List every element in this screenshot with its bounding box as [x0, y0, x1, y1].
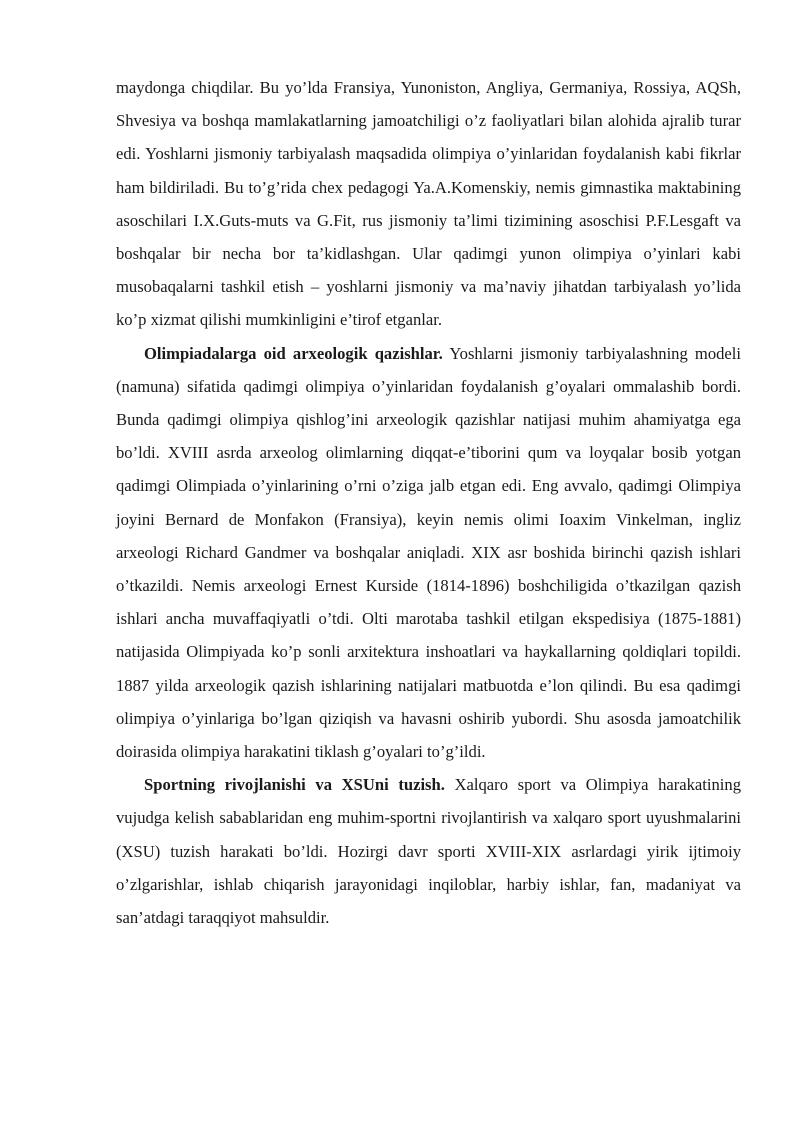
- paragraph-text: maydonga chiqdilar. Bu yo’lda Fransiya, Yunoniston, Angliya, Germaniya, Rossiya, AQSh, Shvesiya va boshqa mamlakatlarning jamoatchiligi o’z faoliyatlari bilan alohida ajralib turar edi. Yoshlarni jismoniy tarbiyalash maqsadida olimpiya o’yinlaridan foydalanish kabi fikrlar ham bildiriladi. Bu to’g’rida chex pedagogi Ya.A.Komenskiy, nemis gimnastika maktabining asoschilari I.X.Guts-muts va G.Fit, rus jismoniy ta’limi tizimining asoschisi P.F.Lesgaft va boshqalar bir necha bor ta’kidlashgan. Ular qadimgi yunon olimpiya o’yinlari kabi musobaqalarni tashkil etish – yoshlarni jismoniy va ma’naviy jihatdan tarbiyalash yo’lida ko’p xizmat qilishi mumkinligini e’tirof etganlar.: [116, 78, 741, 330]
- paragraph-archaeology: [116, 337, 741, 769]
- paragraph-text: Yoshlarni jismoniy tarbiyalashning modeli (namuna) sifatida qadimgi olimpiya o’yinlaridan foydalanish g’oyalari ommalashib bordi. Bunda qadimgi olimpiya qishlog’ini arxeologik qazishlar natijasi muhim ahamiyatga ega bo’ldi. XVIII asrda arxeolog olimlarning diqqat-e’tiborini qum va loyqalar bosib yotgan qadimgi Olimpiada o’yinlarining o’rni o’ziga jalb etgan edi. Eng avvalo, qadimgi Olimpiya joyini Bernard de Monfakon (Fransiya), keyin nemis olimi Ioaxim Vinkelman, ingliz arxeologi Richard Gandmer va boshqalar aniqladi. XIX asr boshida birinchi qazish ishlari o’tkazildi. Nemis arxeologi Ernest Kurside (1814-1896) boshchiligida o’tkazilgan qazish ishlari ancha muvaffaqiyatli o’tdi. Olti marotaba tashkil etilgan ekspedisiya (1875-1881) natijasida Olimpiyada ko’p sonli arxitektura inshoatlari va haykallarning qoldiqlari topildi. 1887 yilda arxeologik qazish ishlarining natijalari matbuotda e’lon qilindi. Bu esa qadimgi olimpiya o’yinlariga bo’lgan qiziqish va havasni oshirib yubordi. Shu asosda jamoatchilik doirasida olimpiya harakatini tiklash g’oyalari to’g’ildi.: [116, 343, 742, 762]
- section-heading-archaeology: Olimpiadalarga oid arxeologik qazishlar.: [144, 343, 443, 363]
- paragraph-sport-development: [116, 768, 741, 934]
- section-heading-sport-development: Sportning rivojlanishi va XSUni tuzish.: [144, 775, 445, 795]
- document-page: [116, 71, 741, 934]
- paragraph-text: Xalqaro sport va Olimpiya harakatining vujudga kelish sabablaridan eng muhim-sportni rivojlantirish va xalqaro sport uyushmalarini (XSU) tuzish harakati bo’ldi. Hozirgi davr sporti XVIII-XIX asrlardagi yirik ijtimoiy o’zlgarishlar, ishlab chiqarish jarayonidagi inqiloblar, harbiy ishlar, fan, madaniyat va san’atdagi taraqqiyot mahsuldir.: [116, 775, 742, 928]
- paragraph-intro: [116, 71, 741, 337]
